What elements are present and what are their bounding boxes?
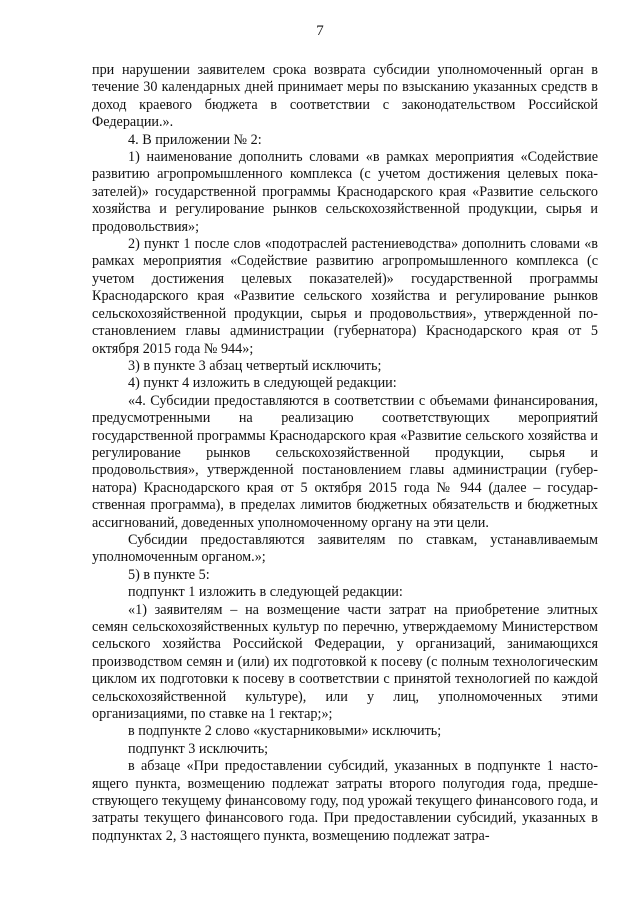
paragraph: при нарушении заявителем срока возврата субсидии уполномоченный орган в течение 30 календарных дней принимает меры по взысканию указанных средств в доход краевого бюджета в соответствии с законодательством Российской Федерации.».: [92, 62, 598, 131]
paragraph: 3) в пункте 3 абзац четвертый исключить;: [128, 357, 382, 374]
paragraph: в абзаце «При предоставлении субсидий, указанных в подпункте 1 настоящего пункта, возмещению подлежат затраты второго полугодия года, предшествующего текущему финансовому году, под урожай текущего финансового года, и затраты текущего финансового года. При предоставлении субсидий, указанных в подпунктах 2, 3 настоящего пункта, возмещению подлежат затра-: [92, 758, 598, 844]
page-number: 7: [316, 23, 324, 39]
paragraph: 2) пункт 1 после слов «подотраслей растениеводства» дополнить словами «в рамках мероприятия «Содействие развитию агропромышленного комплекса (с учетом достижения целевых показателей)» государственной программы Краснодарского края «Развитие сельского хозяйства и регулирование рынков сельскохозяйственной продукции, сырья и продовольствия», утвержденной постановлением главы администрации (губернатора) Краснодарского края от 5 октября 2015 года № 944»;: [92, 236, 598, 357]
paragraph: 5) в пункте 5:: [128, 566, 210, 583]
paragraph: 4. В приложении № 2:: [128, 131, 262, 148]
paragraph: подпункт 3 исключить;: [128, 740, 269, 757]
paragraph: «1) заявителям – на возмещение части затрат на приобретение элитных семян сельскохозяйственных культур по перечню, утверждаемому Министерством сельского хозяйства Российской Федерации, у организаций, занимающихся производством семян и (или) их подготовкой к посеву (с полным технологическим циклом их подготовки к посеву в соответствии с принятой технологией по каждой сельскохозяйственной культуре), или у лиц, уполномоченных этими организациями, по ставке на 1 гектар;»;: [92, 601, 598, 723]
document-body: [92, 62, 598, 845]
paragraph: Субсидии предоставляются заявителям по ставкам, устанавливаемым уполномоченным органом.»;: [92, 531, 598, 566]
paragraph: подпункт 1 изложить в следующей редакции:: [128, 584, 403, 601]
paragraph: 4) пункт 4 изложить в следующей редакции:: [128, 375, 397, 392]
paragraph: 1) наименование дополнить словами «в рамках мероприятия «Содействие развитию агропромышленного комплекса (с учетом достижения целевых показателей)» государственной программы Краснодарского края «Развитие сельского хозяйства и регулирование рынков сельскохозяйственной продукции, сырья и продовольствия»;: [92, 149, 598, 235]
paragraph: «4. Субсидии предоставляются в соответствии с объемами финансирования, предусмотренными на реализацию соответствующих мероприятий государственной программы Краснодарского края «Развитие сельского хозяйства и регулирование рынков сельскохозяйственной продукции, сырья и продовольствия», утвержденной постановлением главы администрации (губернатора) Краснодарского края от 5 октября 2015 года № 944 (далее – государственная программа), в пределах лимитов бюджетных обязательств и бюджетных ассигнований, доведенных уполномоченному органу на эти цели.: [92, 392, 598, 531]
paragraph: в подпункте 2 слово «кустарниковыми» исключить;: [128, 723, 442, 740]
